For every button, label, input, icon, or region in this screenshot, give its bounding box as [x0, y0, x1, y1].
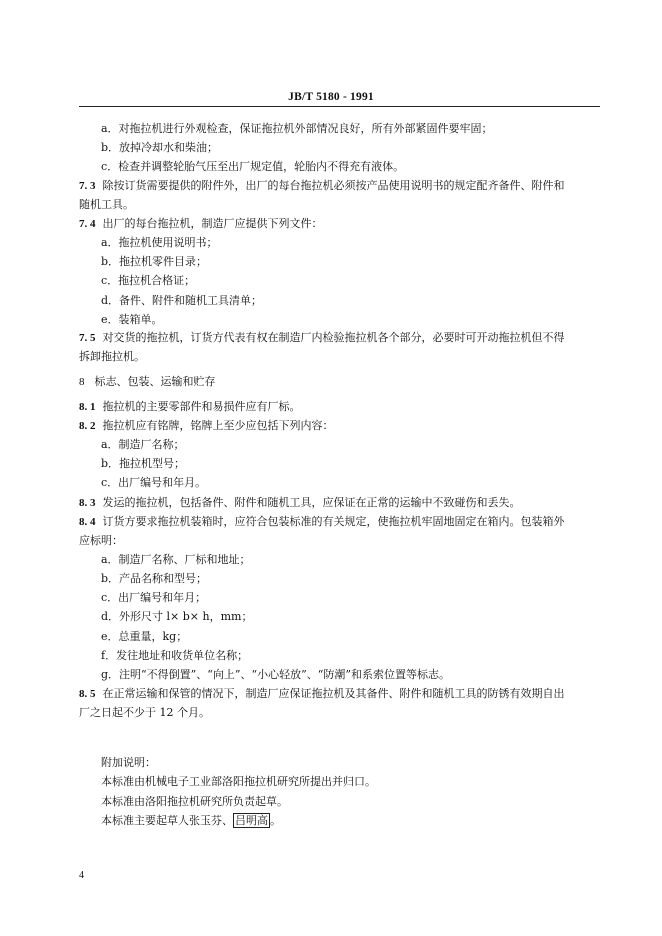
clause-text: b．放掉冷却水和柴油；: [101, 141, 219, 154]
clause-text: 标志、包装、运输和贮存: [94, 375, 216, 388]
clause-text: 拖拉机的主要零部件和易损件应有厂标。: [102, 400, 301, 413]
body-line: [101, 274, 195, 288]
body-line: [101, 313, 163, 327]
clause-number: 7. 4: [79, 218, 96, 230]
clause-text: g．注明“不得倒置”、“向上”、“小心轻放”、“防潮”和系索位置等标志。: [101, 668, 451, 681]
body-line: [101, 572, 207, 586]
header-rule: [79, 106, 600, 107]
body-line: [101, 591, 206, 605]
clause-text: 在正常运输和保管的情况下，制造厂应保证拖拉机及其备件、附件和随机工具的防锈有效期自出: [102, 687, 565, 700]
clause-number: 8. 3: [79, 497, 96, 509]
body-line: [101, 255, 207, 269]
body-line: [79, 687, 565, 701]
body-line: [79, 179, 565, 193]
note-title: 附加说明：: [101, 756, 156, 769]
note-line-2: 本标准由洛阳拖拉机研究所负责起草。: [101, 795, 288, 808]
clause-text: e．总重量，kg；: [101, 630, 188, 643]
clause-text: 出厂的每台拖拉机，制造厂应提供下列文件：: [102, 217, 323, 230]
clause-number: 8. 5: [79, 688, 96, 700]
note-line-3: [101, 814, 281, 828]
clause-text: a．制造厂名称；: [101, 438, 185, 451]
note-line-3-prefix: 本标准主要起草人张玉芬、: [101, 814, 233, 827]
clause-text: 应标明：: [79, 534, 123, 547]
body-line: [101, 476, 206, 490]
body-line: [101, 294, 262, 308]
clause-text: a．制造厂名称、厂标和地址；: [101, 553, 251, 566]
clause-text: f．发往地址和收货单位名称；: [101, 649, 249, 662]
clause-number: 7. 5: [79, 332, 96, 344]
body-line: [101, 610, 252, 624]
clause-text: 发运的拖拉机，包括备件、附件和随机工具，应保证在正常的运输中不致碰伤和丢失。: [102, 496, 521, 509]
body-line: [101, 236, 218, 250]
standard-code-header: JB/T 5180 - 1991: [288, 91, 374, 103]
clause-text: 拆卸拖拉机。: [79, 350, 145, 363]
clause-number: 8: [79, 376, 85, 388]
clause-text: c．出厂编号和年月；: [101, 591, 207, 604]
body-line: [101, 649, 248, 663]
body-line: [101, 438, 185, 452]
body-line: [79, 331, 565, 345]
page-number: 4: [79, 870, 84, 881]
clause-number: 8. 2: [79, 420, 96, 432]
body-line: [101, 141, 218, 155]
clause-text: a．拖拉机使用说明书；: [101, 236, 218, 249]
body-line: [101, 160, 404, 174]
drafter-name-box: 吕明高: [235, 814, 268, 827]
clause-text: 随机工具。: [79, 198, 134, 211]
clause-text: 对交货的拖拉机，订货方代表有权在制造厂内检验拖拉机各个部分，必要时可开动拖拉机但不得: [102, 331, 565, 344]
note-line-1: 本标准由机械电子工业部洛阳拖拉机研究所提出并归口。: [101, 775, 376, 788]
body-line: [101, 457, 185, 471]
clause-number: 8. 1: [79, 401, 96, 413]
body-line: [79, 375, 216, 389]
clause-text: c．拖拉机合格证；: [101, 274, 196, 287]
body-line: [101, 630, 187, 644]
body-line: [79, 515, 565, 529]
body-line: [79, 706, 210, 720]
body-line: [79, 419, 334, 433]
clause-number: 8. 4: [79, 516, 96, 528]
clause-text: 除按订货需要提供的附件外，出厂的每台拖拉机必须按产品使用说明书的规定配齐备件、附件和: [102, 179, 565, 192]
clause-text: c．出厂编号和年月。: [101, 476, 207, 489]
clause-text: 订货方要求拖拉机装箱时，应符合包装标准的有关规定，使拖拉机牢固地固定在箱内。包装箱外: [102, 515, 565, 528]
body-line: [79, 534, 123, 548]
clause-number: 7. 3: [79, 180, 96, 192]
clause-text: d．外形尺寸 l× b× h，mm；: [101, 610, 253, 623]
clause-text: b．产品名称和型号；: [101, 572, 208, 585]
clause-text: a．对拖拉机进行外观检查，保证拖拉机外部情况良好，所有外部紧固件要牢固；: [101, 122, 493, 135]
body-line: [79, 496, 521, 510]
body-line: [101, 553, 251, 567]
clause-text: 拖拉机应有铭牌，铭牌上至少应包括下列内容：: [102, 419, 334, 432]
body-line: [79, 350, 145, 364]
clause-text: c．检查并调整轮胎气压至出厂规定值，轮胎内不得充有液体。: [101, 160, 405, 173]
body-line: [79, 400, 301, 414]
clause-text: b．拖拉机型号；: [101, 457, 186, 470]
clause-text: b．拖拉机零件目录；: [101, 255, 208, 268]
clause-text: 厂之日起不少于 12 个月。: [79, 706, 210, 719]
body-line: [79, 198, 134, 212]
body-line: [79, 217, 323, 231]
clause-text: e．装箱单。: [101, 313, 163, 326]
body-line: [101, 122, 493, 136]
clause-text: d．备件、附件和随机工具清单；: [101, 294, 263, 307]
note-line-3-suffix: 。: [270, 814, 281, 827]
body-line: [101, 668, 450, 682]
